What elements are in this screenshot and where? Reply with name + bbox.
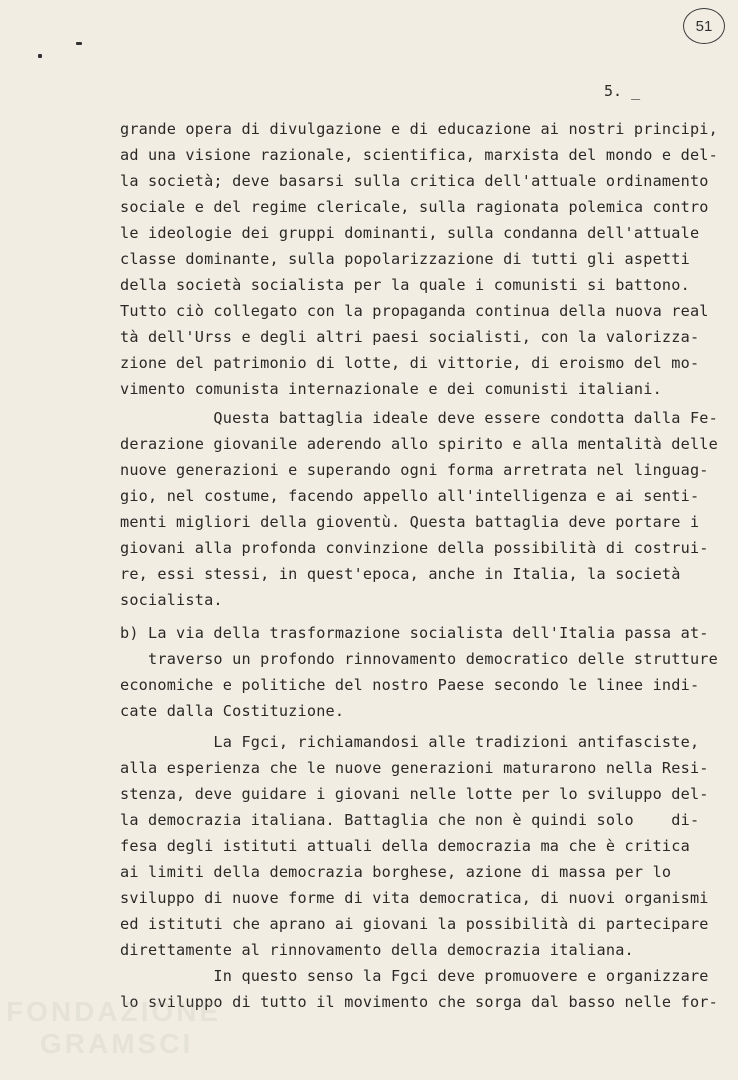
text-line: sociale e del regime clericale, sulla ragionata polemica contro (120, 198, 709, 216)
text-line: zione del patrimonio di lotte, di vittorie, di eroismo del mo- (120, 354, 700, 372)
text-line: socialista. (120, 591, 223, 609)
text-line: la società; deve basarsi sulla critica dell'attuale ordinamento (120, 172, 709, 190)
text-line: traverso un profondo rinnovamento democratico delle strutture (120, 650, 718, 668)
text-line: direttamente al rinnovamento della democrazia italiana. (120, 941, 634, 959)
text-line: Tutto ciò collegato con la propaganda continua della nuova real (120, 302, 709, 320)
text-line: ed istituti che aprano ai giovani la possibilità di partecipare (120, 915, 709, 933)
text-line: nuove generazioni e superando ogni forma arretrata nel linguag- (120, 461, 709, 479)
text-line: sviluppo di nuove forme di vita democratica, di nuovi organismi (120, 889, 709, 907)
text-line: le ideologie dei gruppi dominanti, sulla condanna dell'attuale (120, 224, 700, 242)
text-line: tà dell'Urss e degli altri paesi socialisti, con la valorizza- (120, 328, 700, 346)
text-line: In questo senso la Fgci deve promuovere e organizzare (120, 967, 709, 985)
page-number: 5. _ (604, 82, 641, 100)
text-line: economiche e politiche del nostro Paese secondo le linee indi- (120, 676, 700, 694)
text-line: ad una visione razionale, scientifica, marxista del mondo e del- (120, 146, 718, 164)
text-line: la democrazia italiana. Battaglia che non è quindi solo di- (120, 811, 700, 829)
text-line: ai limiti della democrazia borghese, azione di massa per lo (120, 863, 672, 881)
text-line: b) La via della trasformazione socialista dell'Italia passa at- (120, 624, 709, 642)
text-line: cate dalla Costituzione. (120, 702, 345, 720)
text-line: derazione giovanile aderendo allo spirito e alla mentalità delle (120, 435, 718, 453)
text-line: lo sviluppo di tutto il movimento che sorga dal basso nelle for- (120, 993, 718, 1011)
text-line: menti migliori della gioventù. Questa battaglia deve portare i (120, 513, 700, 531)
text-line: della società socialista per la quale i comunisti si battono. (120, 276, 690, 294)
ink-speck (76, 42, 82, 45)
text-line: vimento comunista internazionale e dei comunisti italiani. (120, 380, 662, 398)
watermark-line: GRAMSCI (40, 1028, 194, 1059)
text-line: classe dominante, sulla popolarizzazione di tutti gli aspetti (120, 250, 690, 268)
ink-speck (38, 54, 42, 58)
text-line: La Fgci, richiamandosi alle tradizioni antifasciste, (120, 733, 700, 751)
text-line: Questa battaglia ideale deve essere condotta dalla Fe- (120, 409, 718, 427)
text-line: alla esperienza che le nuove generazioni maturarono nella Resi- (120, 759, 709, 777)
text-line: re, essi stessi, in quest'epoca, anche in Italia, la società (120, 565, 681, 583)
text-line: stenza, deve guidare i giovani nelle lotte per lo sviluppo del- (120, 785, 709, 803)
text-line: gio, nel costume, facendo appello all'intelligenza e ai senti- (120, 487, 700, 505)
archive-page-marker: 51 (683, 8, 725, 44)
text-line: giovani alla profonda convinzione della possibilità di costrui- (120, 539, 709, 557)
archive-watermark (6, 996, 226, 1066)
watermark-line: FONDAZIONE (6, 996, 222, 1027)
text-line: grande opera di divulgazione e di educazione ai nostri principi, (120, 120, 718, 138)
text-line: fesa degli istituti attuali della democrazia ma che è critica (120, 837, 690, 855)
